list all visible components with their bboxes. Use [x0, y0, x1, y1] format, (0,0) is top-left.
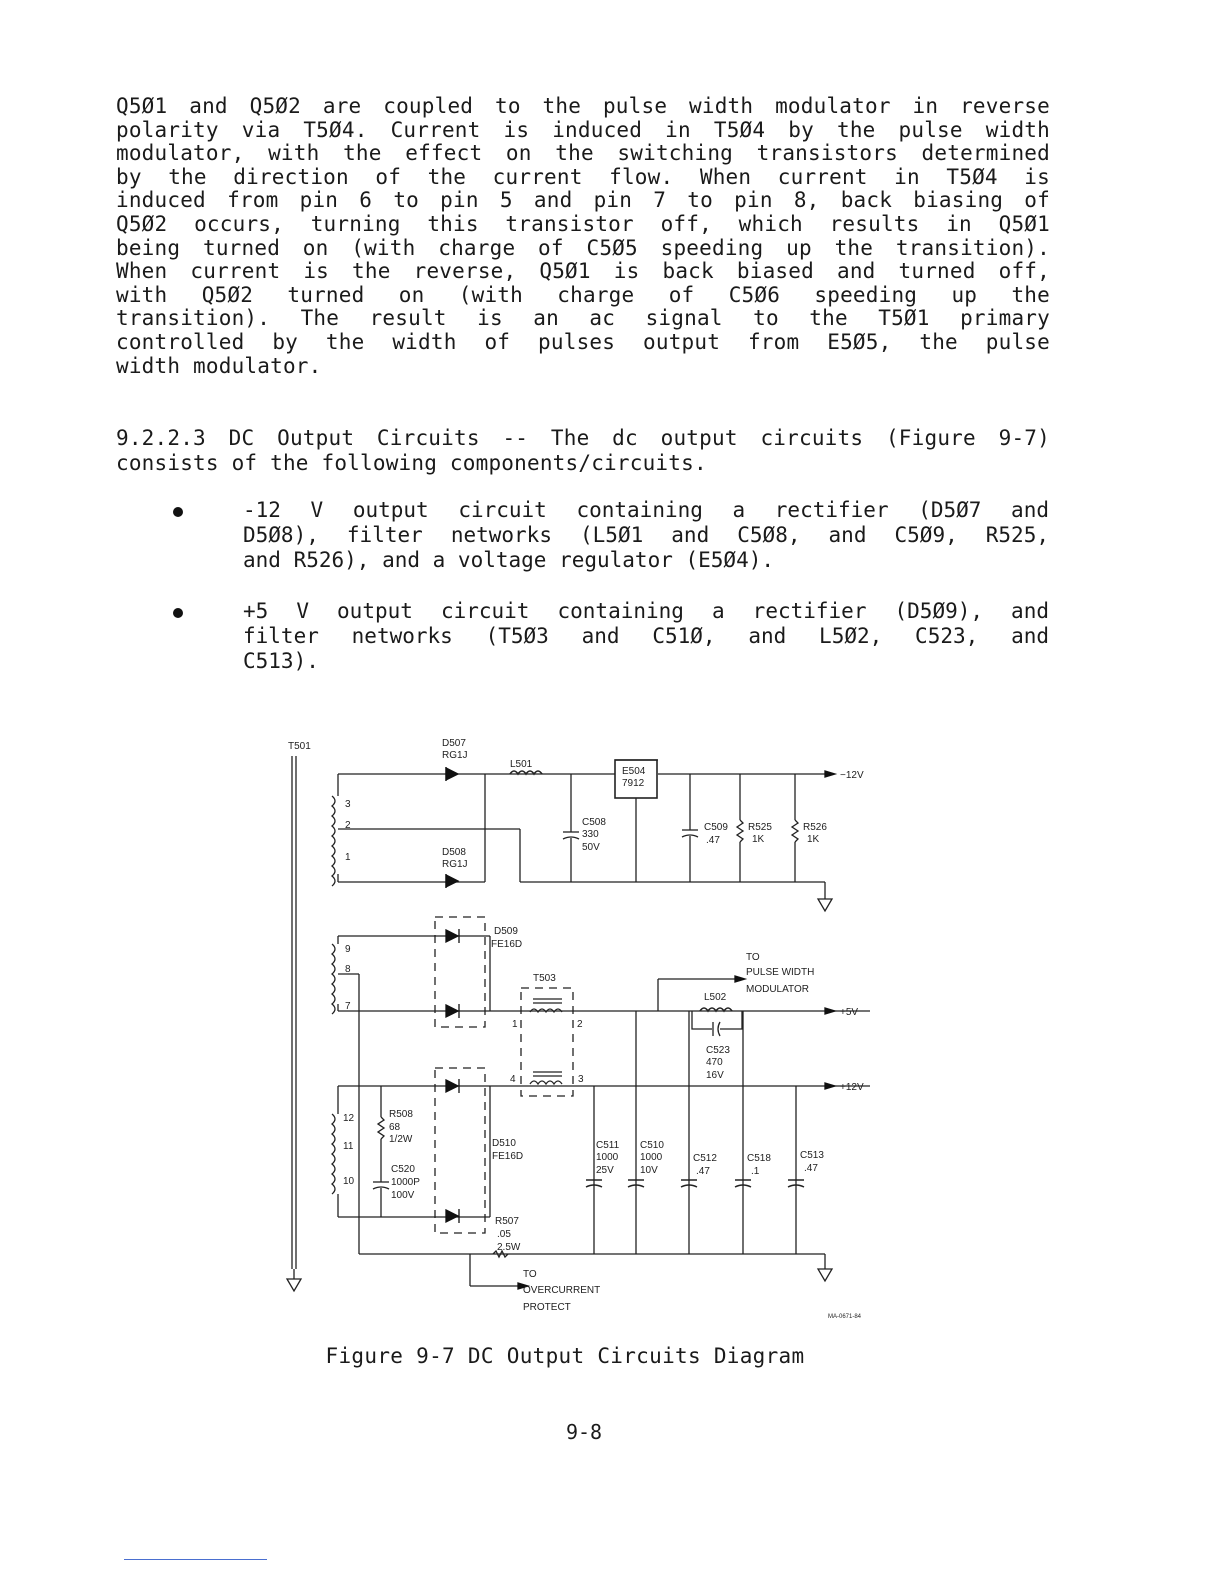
label-c520-val: 1000P [391, 1177, 420, 1188]
label-c510-v: 10V [640, 1165, 658, 1176]
text-line: Q5Ø1 and Q5Ø2 are coupled to the pulse width modulator in reverse [116, 94, 1050, 118]
label-out-pos5: +5V [840, 1007, 859, 1018]
label-drawing-id: MA-0671-84 [828, 1314, 862, 1320]
text-line: D5Ø8), filter networks (L5Ø1 and C5Ø8, and C5Ø9, R525, [243, 523, 1049, 547]
label-c518-val: .1 [751, 1166, 760, 1177]
label-c511: C511 [596, 1140, 620, 1151]
label-c513: C513 [800, 1150, 824, 1161]
label-d507: D507 [442, 738, 466, 749]
text-line: Q5Ø2 occurs, turning this transistor off, which results in Q5Ø1 [116, 211, 1050, 236]
label-r507: R507 [495, 1216, 519, 1227]
text-line: When current is the reverse, Q5Ø1 is back biased and turned off, [116, 259, 1050, 284]
figure-caption: Figure 9-7 DC Output Circuits Diagram [325, 1344, 805, 1368]
text-line: modulator, with the effect on the switching transistors determined [116, 141, 1050, 166]
text-line: being turned on (with charge of C5Ø5 speeding up the transition). [116, 235, 1050, 260]
label-c508-v: 50V [582, 842, 600, 853]
bullet-item-2 [243, 599, 1049, 674]
label-r507-val: .05 [497, 1229, 511, 1240]
label-pin9: 9 [345, 944, 351, 955]
label-to-oc-1: TO [523, 1269, 537, 1280]
label-pin3: 3 [345, 799, 351, 810]
label-d510: D510 [492, 1138, 516, 1149]
label-d509: D509 [494, 926, 518, 937]
label-t503-p3: 3 [578, 1074, 584, 1085]
bullet-dot-2 [173, 608, 183, 618]
label-r507-w: 2.5W [497, 1242, 521, 1253]
text-line: with Q5Ø2 turned on (with charge of C5Ø6 speeding up the [116, 282, 1050, 307]
label-c518: C518 [747, 1153, 771, 1164]
bullet-dot-1 [173, 507, 183, 517]
label-r508: R508 [389, 1109, 413, 1120]
label-d508: D508 [442, 847, 466, 858]
label-c520-v: 100V [391, 1190, 415, 1201]
label-e504: E504 [622, 766, 646, 777]
bullet-item-1 [243, 498, 1049, 573]
label-c511-v: 25V [596, 1165, 614, 1176]
label-r508-w: 1/2W [389, 1134, 413, 1145]
label-d507-type: RG1J [442, 750, 468, 761]
label-c523-v: 16V [706, 1070, 724, 1081]
label-pin12: 12 [343, 1113, 355, 1124]
label-pin7: 7 [345, 1001, 351, 1012]
label-c508-val: 330 [582, 829, 599, 840]
label-pin11: 11 [343, 1141, 354, 1152]
label-t503-p4: 4 [510, 1074, 516, 1085]
label-to-pwm-2: PULSE WIDTH [746, 967, 815, 978]
label-c513-val: .47 [804, 1163, 818, 1174]
label-e504-part: 7912 [622, 778, 645, 789]
footer-rule [124, 1559, 267, 1560]
label-c510: C510 [640, 1140, 664, 1151]
label-c509: C509 [704, 822, 728, 833]
label-d509-type: FE16D [491, 939, 523, 950]
label-l502: L502 [704, 992, 727, 1003]
section-heading-line-1: 9.2.2.3 DC Output Circuits -- The dc output circuits (Figure 9-7) [116, 426, 1050, 450]
label-c512-val: .47 [696, 1166, 710, 1177]
text-line: width modulator. [116, 353, 322, 378]
label-c520: C520 [391, 1164, 415, 1175]
label-c510-val: 1000 [640, 1152, 663, 1163]
label-l501: L501 [510, 759, 533, 770]
label-pin10: 10 [343, 1176, 355, 1187]
label-c509-val: .47 [706, 835, 720, 846]
label-c508: C508 [582, 817, 606, 828]
label-r526-val: 1K [807, 834, 820, 845]
text-line: filter networks (T5Ø3 and C51Ø, and L5Ø2, C523, and [243, 624, 1049, 648]
text-line: transition). The result is an ac signal to the T5Ø1 primary [116, 306, 1050, 331]
label-c523-val: 470 [706, 1057, 723, 1068]
label-out-pos12: +12V [840, 1082, 864, 1093]
intro-paragraph [116, 95, 1050, 378]
label-pin8: 8 [345, 964, 351, 975]
label-t503-p1: 1 [512, 1019, 518, 1030]
label-r508-val: 68 [389, 1122, 401, 1133]
text-line: -12 V output circuit containing a rectifier (D5Ø7 and [243, 498, 1049, 522]
label-c523: C523 [706, 1045, 730, 1056]
label-to-pwm-1: TO [746, 952, 760, 963]
text-line: +5 V output circuit containing a rectifier (D5Ø9), and [243, 599, 1049, 623]
dc-output-circuit-diagram [280, 734, 880, 1326]
label-r525: R525 [748, 822, 772, 833]
text-line: and R526), and a voltage regulator (E5Ø4). [243, 548, 775, 572]
label-c511-val: 1000 [596, 1152, 619, 1163]
page-number: 9-8 [565, 1420, 603, 1444]
label-to-oc-3: PROTECT [523, 1302, 571, 1313]
label-to-oc-2: OVERCURRENT [523, 1285, 601, 1296]
label-out-neg12: −12V [840, 770, 864, 781]
label-t501: T501 [288, 741, 311, 752]
label-r526: R526 [803, 822, 827, 833]
text-line: induced from pin 6 to pin 5 and pin 7 to pin 8, back biasing of [116, 188, 1050, 213]
label-t503: T503 [533, 973, 556, 984]
label-d510-type: FE16D [492, 1151, 524, 1162]
label-d508-type: RG1J [442, 859, 468, 870]
text-line: controlled by the width of pulses output from E5Ø5, the pulse [116, 329, 1050, 354]
label-pin2: 2 [345, 820, 351, 831]
section-heading [116, 426, 1050, 476]
text-line: C513). [243, 649, 319, 673]
text-line: polarity via T5Ø4. Current is induced in T5Ø4 by the pulse width [116, 117, 1050, 142]
label-c512: C512 [693, 1153, 717, 1164]
label-r525-val: 1K [752, 834, 765, 845]
label-t503-p2: 2 [577, 1019, 583, 1030]
label-to-pwm-3: MODULATOR [746, 984, 809, 995]
section-heading-line-2: consists of the following components/circuits. [116, 451, 707, 475]
text-line: by the direction of the current flow. When current in T5Ø4 is [116, 164, 1050, 189]
label-pin1: 1 [345, 852, 351, 863]
